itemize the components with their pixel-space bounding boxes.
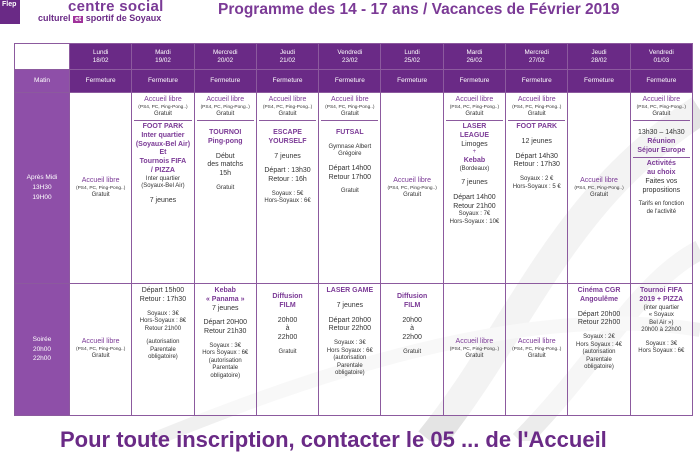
corner-cell	[15, 44, 70, 70]
activity-cell: LASER GAME 7 jeunes Départ 20h00 Retour 22h00 Soyaux : 3€ Hors Soyaux : 6€ (autorisation Parentale obligatoire)	[319, 284, 381, 416]
evening-row	[15, 284, 693, 416]
day-header: Mardi 19/02	[132, 44, 194, 70]
day-header: Jeudi 21/02	[256, 44, 318, 70]
footer-slogan: Pour toute inscription, contacter le 05 ... de l'Accueil	[60, 427, 607, 452]
morning-cell: Fermeture	[132, 70, 194, 93]
activity-cell: Accueil libre (PS4, PC, Ping-Pong..) Gratuit 13h30 – 14h30 Réunion Séjour Europe Activités au choix Faites vos propositions Tarifs en fonction de l'activité	[630, 93, 692, 284]
logo-sportif: sportif de Soyaux	[85, 13, 162, 23]
activity-cell: Accueil libre (PS4, PC, Ping-Pong..) Gratuit FUTSAL Gymnase Albert Grégoire Départ 14h00 Retour 17h00 Gratuit	[319, 93, 381, 284]
page-title: Programme des 14 - 17 ans / Vacances de Février 2019	[218, 1, 620, 18]
activity-cell: Accueil libre (PS4, PC, Ping-Pong..) Gratuit	[70, 284, 132, 416]
logo	[0, 0, 198, 30]
morning-cell: Fermeture	[256, 70, 318, 93]
morning-row	[15, 70, 693, 93]
activity-cell: Accueil libre (PS4, PC, Ping-Pong..) Gratuit FOOT PARK Inter quartier (Soyaux-Bel Air) Et Tournois FIFA / PIZZA Inter quartier (Soyaux-Bel Air) 7 jeunes	[132, 93, 194, 284]
morning-cell: Fermeture	[70, 70, 132, 93]
activity-cell: Diffusion FILM 20h00 à 22h00 Gratuit	[256, 284, 318, 416]
schedule-table	[14, 43, 693, 416]
activity-cell: Cinéma CGR Angoulême Départ 20h00 Retour 22h00 Soyaux : 2€ Hors Soyaux : 4€ (autorisation Parentale obligatoire)	[568, 284, 630, 416]
morning-cell: Fermeture	[443, 70, 505, 93]
activity-cell: Départ 15h00 Retour : 17h30 Soyaux : 3€ Hors-Soyaux : 8€ Retour 21h00 (autorisation Parentale obligatoire)	[132, 284, 194, 416]
morning-cell: Fermeture	[319, 70, 381, 93]
flep-logo-badge: Flep	[0, 0, 20, 24]
morning-cell: Fermeture	[381, 70, 443, 93]
day-header: Mardi 26/02	[443, 44, 505, 70]
logo-line1: centre social	[68, 0, 164, 15]
activity-cell: Accueil libre (PS4, PC, Ping-Pong..) Gratuit FOOT PARK 12 jeunes Départ 14h30 Retour : 17h30 Soyaux : 2 € Hors-Soyaux : 5 €	[506, 93, 568, 284]
logo-line2	[38, 13, 161, 23]
activity-cell: Accueil libre (PS4, PC, Ping-Pong..) Gratuit TOURNOI Ping-pong Début des matchs 15h Gratuit	[194, 93, 256, 284]
day-header: Jeudi 28/02	[568, 44, 630, 70]
afternoon-row	[15, 93, 693, 284]
day-header-row	[15, 44, 693, 70]
activity-cell: Accueil libre (PS4, PC, Ping-Pong..) Gratuit	[70, 93, 132, 284]
row-label-matin: Matin	[15, 70, 70, 93]
morning-cell: Fermeture	[506, 70, 568, 93]
activity-cell: Accueil libre (PS4, PC, Ping-Pong..) Gratuit ESCAPE YOURSELF 7 jeunes Départ : 13h30 Retour : 16h Soyaux : 5€ Hors-Soyaux : 6€	[256, 93, 318, 284]
morning-cell: Fermeture	[630, 70, 692, 93]
activity-cell: Tournoi FIFA 2019 + PIZZA (inter quartier « Soyaux Bel Air ») 20h00 à 22h00 Soyaux : 3€ Hors Soyaux : 6€	[630, 284, 692, 416]
activity-cell: Accueil libre (PS4, PC, Ping-Pong..) Gratuit	[381, 93, 443, 284]
logo-et: et	[75, 16, 82, 23]
logo-culturel: culturel	[38, 13, 71, 23]
day-header: Vendredi 23/02	[319, 44, 381, 70]
day-header: Lundi 25/02	[381, 44, 443, 70]
day-header: Lundi 18/02	[70, 44, 132, 70]
activity-cell: Diffusion FILM 20h00 à 22h00 Gratuit	[381, 284, 443, 416]
day-header: Vendredi 01/03	[630, 44, 692, 70]
day-header: Mercredi 20/02	[194, 44, 256, 70]
row-label-apres-midi: Après Midi 13H30 19H00	[15, 93, 70, 284]
morning-cell: Fermeture	[194, 70, 256, 93]
morning-cell: Fermeture	[568, 70, 630, 93]
activity-cell: Accueil libre (PS4, PC, Ping-Pong..) Gratuit LASER LEAGUE Limoges + Kebab (Bordeaux) 7 jeunes Départ 14h00 Retour 21h00 Soyaux : 7€ Hors-Soyaux : 10€	[443, 93, 505, 284]
row-label-soiree: Soirée 20h00 22h00	[15, 284, 70, 416]
activity-cell: Accueil libre (PS4, PC, Ping-Pong..) Gratuit	[443, 284, 505, 416]
activity-cell: Accueil libre (PS4, PC, Ping-Pong..) Gratuit	[506, 284, 568, 416]
activity-cell: Accueil libre (PS4, PC, Ping-Pong..) Gratuit	[568, 93, 630, 284]
activity-cell: Kebab « Panama » 7 jeunes Départ 20H00 Retour 21h30 Soyaux : 3€ Hors Soyaux : 6€ (autorisation Parentale obligatoire)	[194, 284, 256, 416]
day-header: Mercredi 27/02	[506, 44, 568, 70]
